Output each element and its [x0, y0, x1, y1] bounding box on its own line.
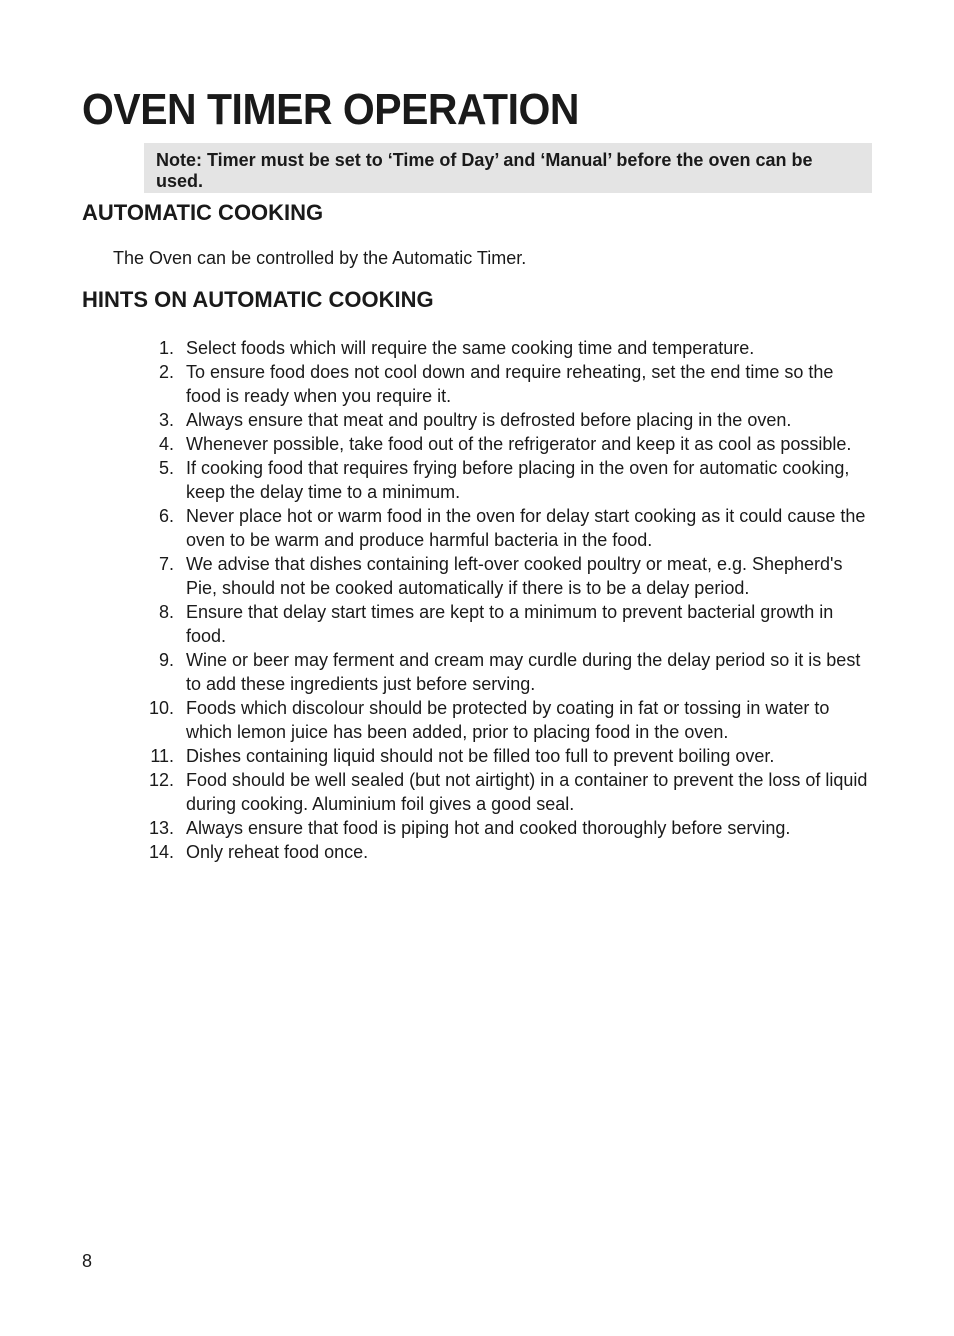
hint-number: 6. [158, 506, 174, 526]
hint-text: If cooking food that requires frying before placing in the oven for automatic cooking, keep the delay time to a minimum. [186, 458, 850, 502]
hint-text: Never place hot or warm food in the oven for delay start cooking as it could cause the oven to be warm and produce harmful bacteria in the food. [186, 506, 866, 550]
hint-number: 3. [158, 410, 174, 430]
hint-number: 11. [150, 746, 174, 766]
hint-text: To ensure food does not cool down and require reheating, set the end time so the food is ready when you require it. [186, 362, 834, 406]
automatic-cooking-heading: AUTOMATIC COOKING [82, 200, 324, 225]
hints-list [144, 336, 872, 864]
hint-text: We advise that dishes containing left-over cooked poultry or meat, e.g. Shepherd's Pie, should not be cooked automatically if there is to be a delay period. [186, 554, 843, 598]
hint-text: Whenever possible, take food out of the refrigerator and keep it as cool as possible. [186, 434, 852, 454]
hint-text: Select foods which will require the same cooking time and temperature. [186, 338, 755, 358]
hint-number: 14. [148, 842, 174, 862]
hint-number: 12. [148, 770, 174, 790]
hint-number: 8. [158, 602, 174, 622]
hint-item [144, 408, 872, 432]
hint-text: Only reheat food once. [186, 842, 369, 862]
hint-item [144, 456, 872, 504]
automatic-cooking-text: The Oven can be controlled by the Automatic Timer. [113, 248, 527, 268]
hint-item [144, 816, 872, 840]
hint-number: 2. [158, 362, 174, 382]
timer-note: Note: Timer must be set to ‘Time of Day’ and ‘Manual’ before the oven can be used. [144, 143, 872, 193]
hint-text: Dishes containing liquid should not be filled too full to prevent boiling over. [186, 746, 775, 766]
hints-heading: HINTS ON AUTOMATIC COOKING [82, 287, 434, 312]
hint-item [144, 552, 872, 600]
page-number: 8 [82, 1251, 93, 1271]
hint-item [144, 744, 872, 768]
hint-item [144, 648, 872, 696]
hint-item [144, 504, 872, 552]
hint-text: Wine or beer may ferment and cream may curdle during the delay period so it is best to add these ingredients just before serving. [186, 650, 861, 694]
hint-item [144, 336, 872, 360]
hint-item [144, 840, 872, 864]
hint-number: 10. [148, 698, 174, 718]
hint-number: 5. [158, 458, 174, 478]
hint-number: 7. [158, 554, 174, 574]
hint-text: Food should be well sealed (but not airtight) in a container to prevent the loss of liquid during cooking. Aluminium foil gives a good seal. [186, 770, 868, 814]
hint-number: 13. [148, 818, 174, 838]
hint-text: Always ensure that food is piping hot and cooked thoroughly before serving. [186, 818, 791, 838]
hint-number: 1. [158, 338, 174, 358]
hint-item [144, 432, 872, 456]
hint-item [144, 768, 872, 816]
hint-number: 9. [158, 650, 174, 670]
hint-text: Ensure that delay start times are kept to a minimum to prevent bacterial growth in food. [186, 602, 834, 646]
hint-text: Foods which discolour should be protected by coating in fat or tossing in water to which lemon juice has been added, prior to placing food in the oven. [186, 698, 830, 742]
page-title: OVEN TIMER OPERATION [82, 85, 579, 134]
hint-item [144, 360, 872, 408]
hint-item [144, 600, 872, 648]
hint-number: 4. [158, 434, 174, 454]
hint-item [144, 696, 872, 744]
hint-text: Always ensure that meat and poultry is defrosted before placing in the oven. [186, 410, 792, 430]
